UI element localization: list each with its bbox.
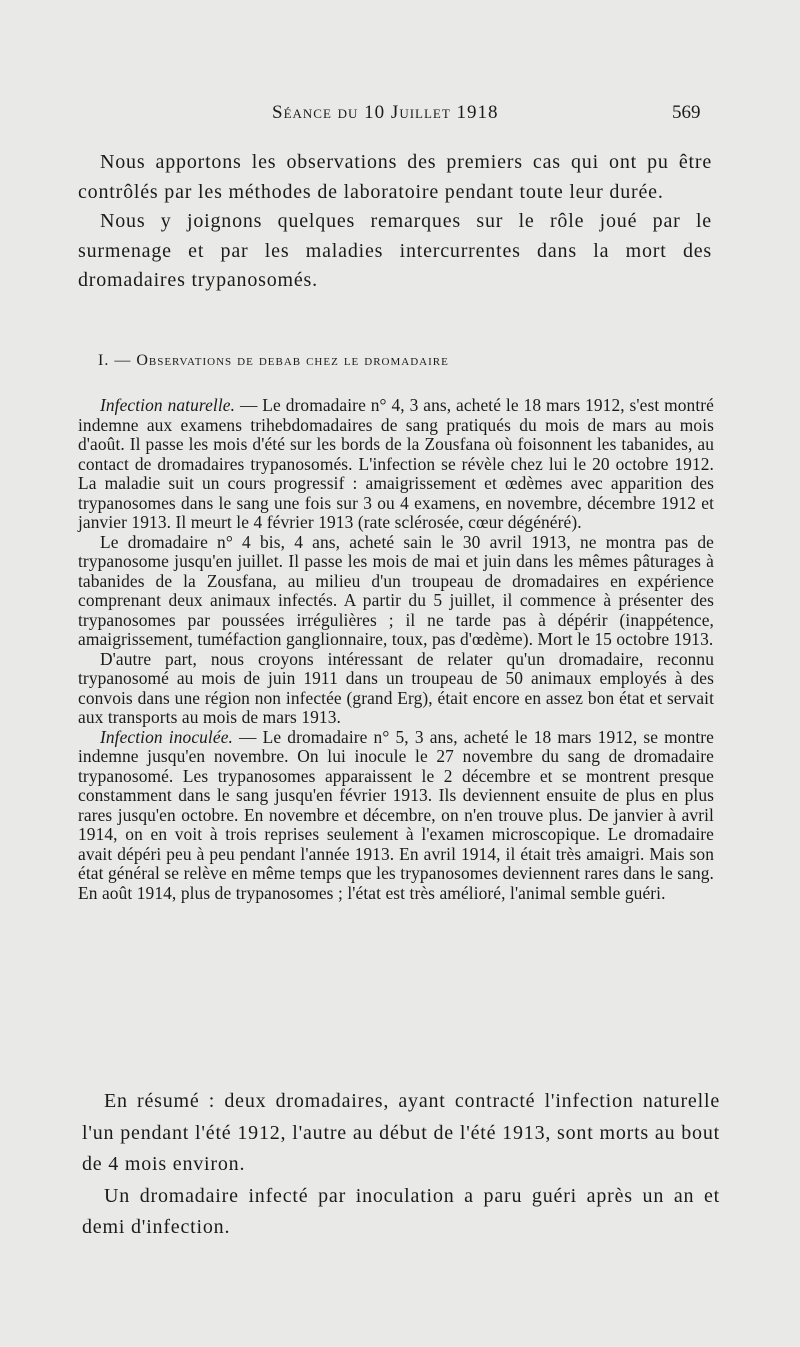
section-heading: I. — Observations de debab chez le dromadaire: [98, 352, 449, 369]
running-title: Séance du 10 Juillet 1918: [272, 102, 499, 123]
intro-paragraph-2: Nous y joignons quelques remarques sur le rôle joué par le surmenage et par les maladies intercurrentes dans la mort des dromadaires trypanosomés.: [78, 210, 712, 291]
page-number: 569: [672, 102, 701, 123]
observation-natural-infection: [78, 396, 714, 533]
page-header: [0, 100, 800, 130]
paragraph-lead: Infection naturelle.: [100, 395, 236, 415]
observation-grand-erg: D'autre part, nous croyons intéressant de relater qu'un dromadaire, reconnu trypanosomé au mois de juin 1911 dans un troupeau de 50 animaux employés à des convois dans une région non infectée (grand Erg), était encore en assez bon état et servait aux transports au mois de mars 1913.: [78, 648, 714, 727]
observation-inoculated-infection: [78, 728, 714, 904]
intro-paragraph-1: Nous apportons les observations des premiers cas qui ont pu être contrôlés par les méthodes de laboratoire pendant toute leur durée.: [78, 151, 712, 203]
paragraph-body: — Le dromadaire n° 4, 3 ans, acheté le 18 mars 1912, s'est montré indemne aux examens trihebdomadaires de sang pratiqués du mois de mars au mois d'août. Il passe les mois d'été sur les bords de la Zousfana où foisonnent les tabanides, au contact de dromadaires trypanosomés. L'infection se révèle chez lui le 20 octobre 1912. La maladie suit un cours progressif : amaigrissement et œdèmes avec apparition des trypanosomes dans le sang une fois sur 3 ou 4 examens, en novembre, décembre 1912 et janvier 1913. Il meurt le 4 février 1913 (rate sclérosée, cœur dégénéré).: [78, 395, 714, 532]
intro-section: [78, 148, 712, 296]
summary-paragraph-1: En résumé : deux dromadaires, ayant contracté l'infection naturelle l'un pendant l'été 1912, l'autre au début de l'été 1913, sont morts au bout de 4 mois environ.: [82, 1090, 720, 1175]
observation-dromadaire-4-bis: Le dromadaire n° 4 bis, 4 ans, acheté sain le 30 avril 1913, ne montra pas de trypanosome jusqu'en juillet. Il passe les mois de mai et juin dans les mêmes pâturages à tabanides de la Zousfana, au milieu d'un troupeau de dromadaires en expérience comprenant deux animaux infectés. A partir du 5 juillet, il commence à présenter des trypanosomes par poussées irrégulières ; il ne tarde pas à dépérir (inappétence, amaigrissement, tuméfaction ganglionnaire, toux, pas d'œdème). Mort le 15 octobre 1913.: [78, 531, 714, 649]
paragraph-lead: Infection inoculée.: [100, 726, 233, 747]
summary-section: [82, 1086, 720, 1244]
observations-section: [78, 396, 714, 903]
paragraph-body: — Le dromadaire n° 5, 3 ans, acheté le 18 mars 1912, se montre indemne jusqu'en novembre. On lui inocule le 27 novembre du sang de dromadaire trypanosomé. Les trypanosomes apparaissent le 2 décembre et se montrent presque constamment dans le sang jusqu'en février 1913. Ils deviennent ensuite de plus en plus rares jusqu'en octobre. En novembre et décembre, on n'en trouve plus. De janvier à avril 1914, on en voit à trois reprises seulement à l'examen microscopique. Le dromadaire avait dépéri peu à peu pendant l'année 1913. En avril 1914, il était très amaigri. Mais son état général se relève en même temps que les trypanosomes deviennent rares dans le sang. En août 1914, plus de trypanosomes ; l'état est très amélioré, l'animal semble guéri.: [78, 726, 715, 903]
summary-paragraph-2: Un dromadaire infecté par inoculation a paru guéri après un an et demi d'infection.: [82, 1184, 720, 1238]
